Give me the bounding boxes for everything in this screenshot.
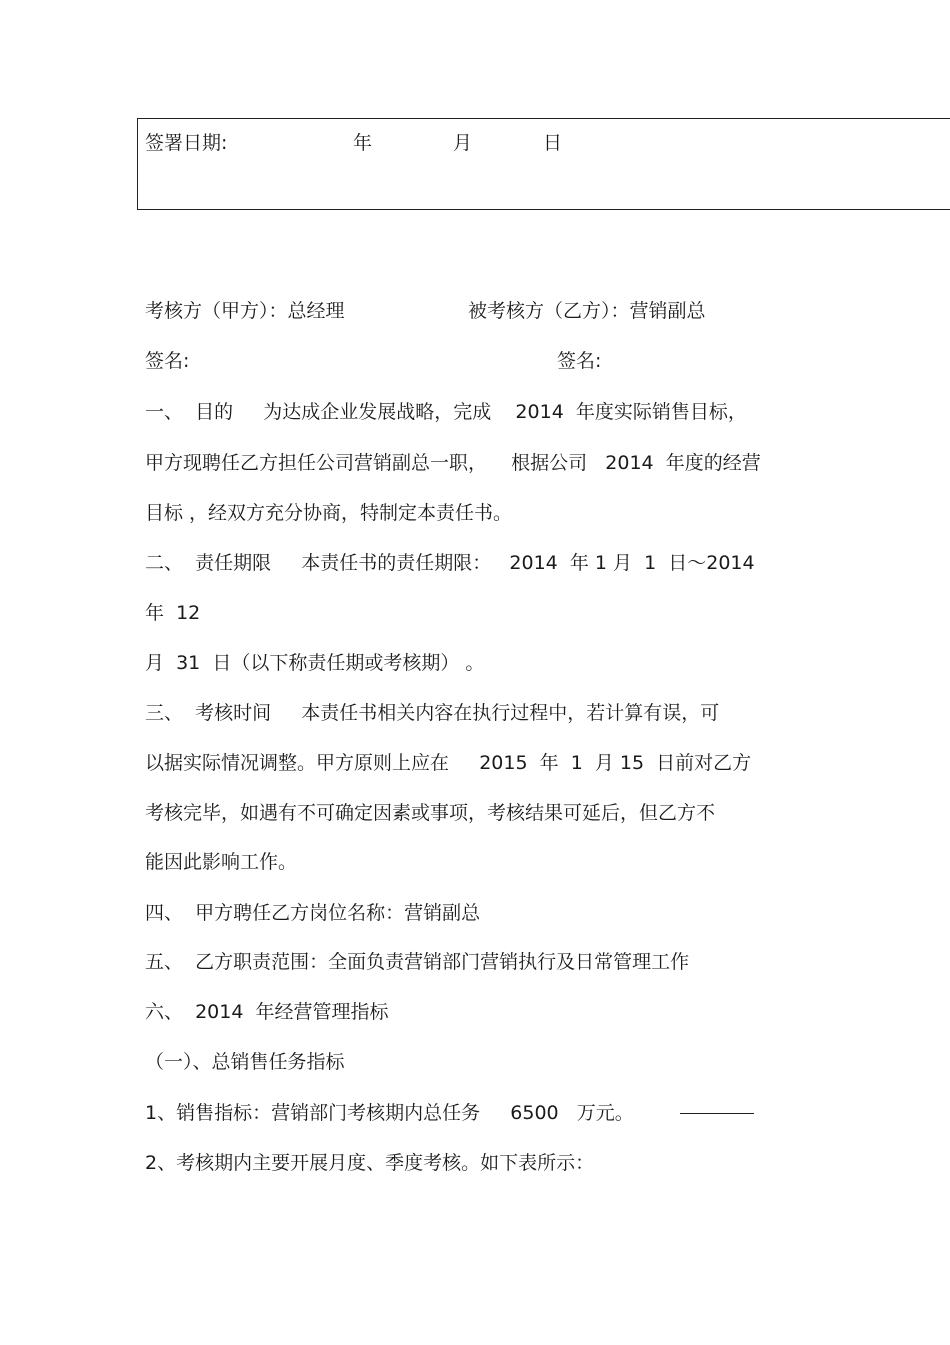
sign-b: 签名:: [557, 350, 602, 372]
sign-date-day: 日: [543, 132, 563, 154]
party-b: 被考核方（乙方）：营销副总: [468, 300, 706, 322]
body-line-16: 2、考核期内主要开展月度、季度考核。如下表所示：: [145, 1152, 595, 1174]
sign-a: 签名:: [145, 350, 190, 372]
body-line-3: 目标 ，经双方充分协商，特制定本责任书。: [145, 502, 513, 524]
body-line-10: 能因此影响工作。: [145, 851, 298, 873]
signature-date-box: [137, 118, 950, 210]
body-line-2: 甲方现聘任乙方担任公司营销副总一职， 根据公司 2014 年度的经营: [145, 452, 761, 474]
sign-date-year: 年: [353, 132, 373, 154]
party-a: 考核方（甲方）：总经理: [145, 300, 345, 322]
body-line-6: 月 31 日（以下称责任期或考核期） 。: [145, 652, 485, 674]
sign-date-label: 签署日期:: [145, 132, 228, 154]
body-line-7: 三、 考核时间 本责任书相关内容在执行过程中，若计算有误，可: [145, 702, 720, 724]
body-line-1: 一、 目的 为达成企业发展战略，完成 2014 年度实际销售目标，: [145, 401, 747, 423]
body-line-12: 五、 乙方职责范围：全面负责营销部门营销执行及日常管理工作: [145, 951, 690, 973]
sign-date-month: 月: [453, 132, 473, 154]
body-line-8: 以据实际情况调整。甲方原则上应在 2015 年 1 月 15 日前对乙方: [145, 752, 752, 774]
blank-underline: [680, 1113, 754, 1114]
body-line-4: 二、 责任期限 本责任书的责任期限： 2014 年 1 月 1 日～2014: [145, 552, 755, 574]
body-line-5: 年 12: [145, 602, 201, 624]
body-line-9: 考核完毕，如遇有不可确定因素或事项，考核结果可延后，但乙方不: [145, 802, 716, 824]
sign-date-row: [145, 131, 845, 155]
body-line-11: 四、 甲方聘任乙方岗位名称：营销副总: [145, 902, 481, 924]
body-line-14: （一）、总销售任务指标: [145, 1051, 345, 1073]
body-line-15: 1、销售指标：营销部门考核期内总任务 6500 万元。: [145, 1102, 634, 1124]
body-line-13: 六、 2014 年经营管理指标: [145, 1001, 389, 1023]
